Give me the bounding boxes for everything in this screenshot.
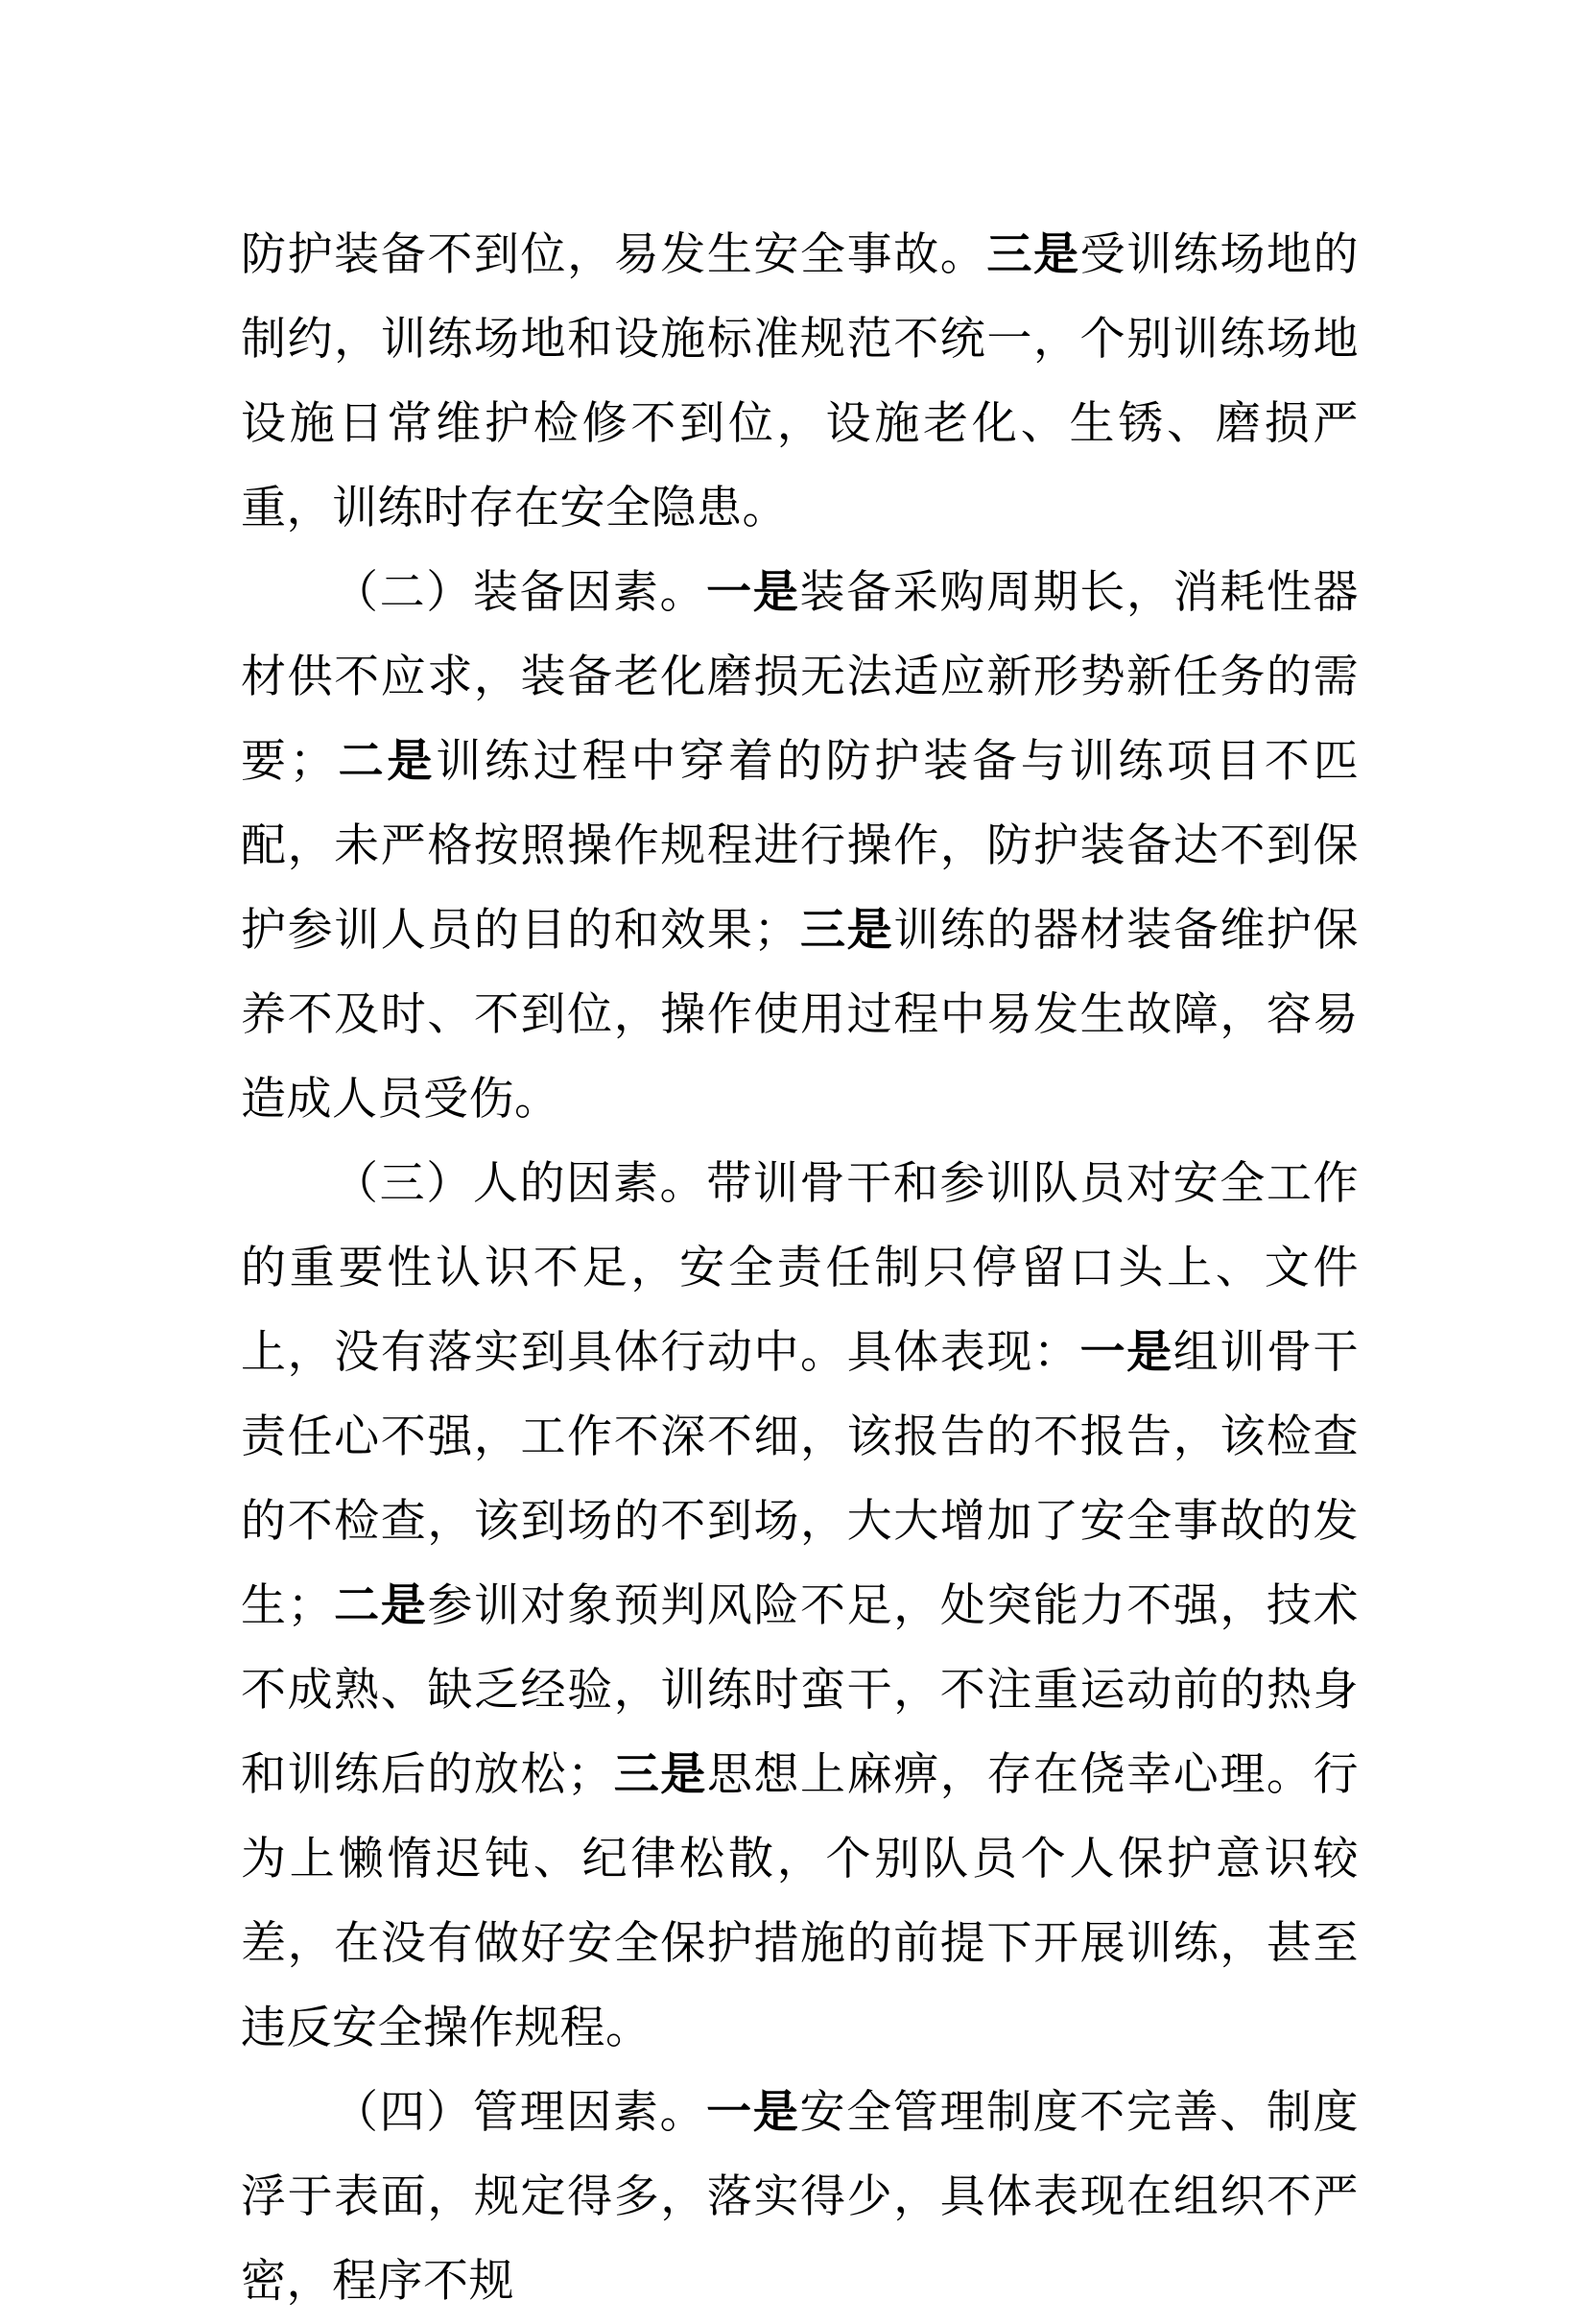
bold-keyword: 二是 — [335, 735, 437, 788]
paragraph-equipment-factors — [241, 551, 1359, 1142]
section-heading-run: （四）管理因素。 — [333, 2086, 707, 2139]
section-heading-run: （二）装备因素。 — [333, 566, 707, 619]
text-run: 参训对象预判风险不足，处突能力不强，技术不成熟、缺乏经验，训练时蛮干，不注重运动前的热身和训练后的放松； — [241, 1579, 1360, 1801]
text-run: 受训练场地的制约，训练场地和设施标准规范不统一，个别训练场地设施日常维护检修不到位，设施老化、生锈、磨损严重，训练时存在安全隐患。 — [241, 228, 1360, 534]
bold-keyword: 三是 — [612, 1748, 707, 1801]
bold-keyword: 一是 — [706, 566, 800, 619]
text-run: 防护装备不到位，易发生安全事故。 — [241, 228, 987, 281]
paragraph-management-factors — [241, 2071, 1359, 2324]
text-run: 训练的器材装备维护保养不及时、不到位，操作使用过程中易发生故障，容易造成人员受伤。 — [241, 904, 1360, 1126]
bold-keyword: 三是 — [798, 904, 894, 957]
text-run: 组训骨干责任心不强，工作不深不细，该报告的不报告，该检查的不检查，该到场的不到场，大大增加了安全事故的发生； — [241, 1326, 1360, 1632]
bold-keyword: 一是 — [1079, 1326, 1173, 1379]
paragraph-site-factors-continued — [241, 213, 1359, 551]
text-run: 思想上麻痹，存在侥幸心理。行为上懒惰迟钝、纪律松散，个别队员个人保护意识较差，在没有做好安全保护措施的前提下开展训练，甚至违反安全操作规程。 — [241, 1748, 1360, 2054]
text-run: 安全管理制度不完善、制度浮于表面，规定得多，落实得少，具体表现在组织不严密，程序不规 — [241, 2086, 1360, 2308]
document-body — [241, 213, 1359, 2324]
text-run: 训练过程中穿着的防护装备与训练项目不匹配，未严格按照操作规程进行操作，防护装备达不到保护参训人员的目的和效果； — [241, 735, 1360, 957]
paragraph-human-factors — [241, 1142, 1359, 2071]
text-run: 装备采购周期长，消耗性器材供不应求，装备老化磨损无法适应新形势新任务的需要； — [241, 566, 1360, 788]
bold-keyword: 一是 — [706, 2086, 800, 2139]
bold-keyword: 二是 — [333, 1579, 428, 1632]
bold-keyword: 三是 — [986, 228, 1080, 281]
section-heading-run: （三）人的因素。带训骨干和参训队员对安全工作的重要性认识不足，安全责任制只停留口头上、文件上，没有落实到具体行动中。具体表现： — [241, 1157, 1359, 1379]
